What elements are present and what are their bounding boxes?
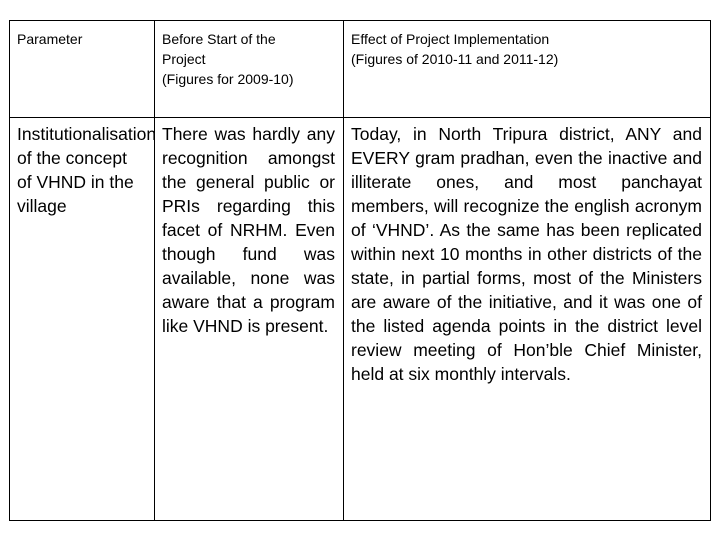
header-parameter bbox=[10, 21, 155, 118]
table-header-row bbox=[10, 21, 711, 118]
header-parameter-label: Parameter bbox=[17, 31, 83, 47]
table-row bbox=[10, 118, 711, 521]
header-effect-line-2: (Figures of 2010-11 and 2011-12) bbox=[351, 51, 559, 67]
row-before: There was hardly any recognition amongst the general public or PRIs regarding this facet of NRHM. Even though fund was available, none was aware that a program like VHND is present. bbox=[155, 118, 344, 521]
header-before-line-2: Project bbox=[162, 51, 206, 67]
comparison-table bbox=[9, 20, 711, 521]
header-effect-line-1: Effect of Project Implementation bbox=[351, 31, 550, 47]
header-effect bbox=[344, 21, 711, 118]
row-parameter: Institutionalisation of the concept of VHND in the village bbox=[10, 118, 155, 521]
header-before-line-1: Before Start of the bbox=[162, 31, 276, 47]
header-before bbox=[155, 21, 344, 118]
row-effect: Today, in North Tripura district, ANY and EVERY gram pradhan, even the inactive and illiterate ones, and most panchayat members, will recognize the english acronym of ‘VHND’. As the same has been replicated within next 10 months in other districts of the state, in partial forms, most of the Ministers are aware of the initiative, and it was one of the listed agenda points in the district level review meeting of Hon’ble Chief Minister, held at six monthly intervals. bbox=[344, 118, 711, 521]
header-before-line-3: (Figures for 2009-10) bbox=[162, 71, 294, 87]
